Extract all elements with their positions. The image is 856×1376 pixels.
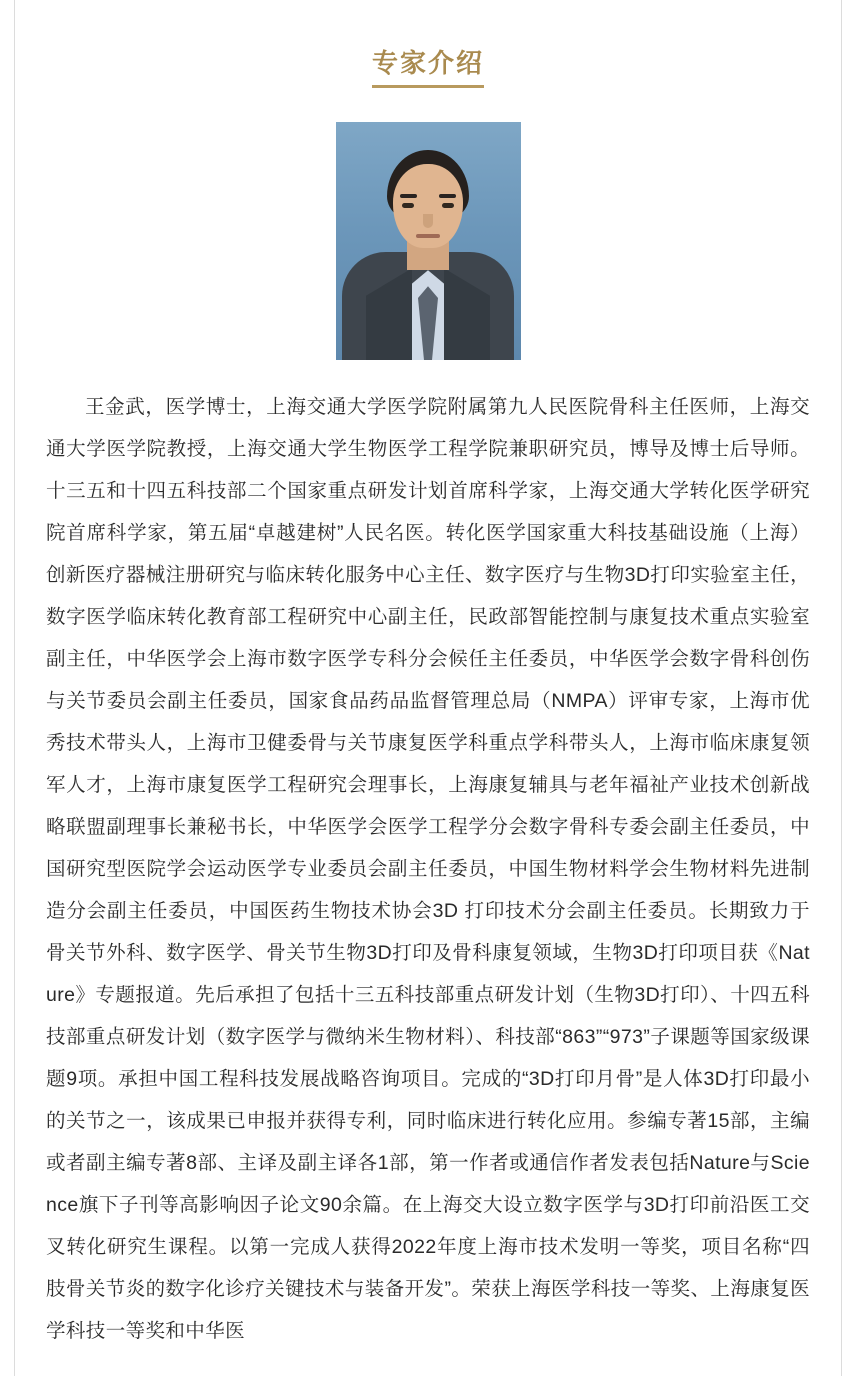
portrait-mouth <box>416 234 440 238</box>
page-title: 专家介绍 <box>372 48 484 88</box>
expert-biography-text: 王金武，医学博士，上海交通大学医学院附属第九人民医院骨科主任医师，上海交通大学医学院教授，上海交通大学生物医学工程学院兼职研究员，博导及博士后导师。十三五和十四五科技部二个国家重点研发计划首席科学家，上海交通大学转化医学研究院首席科学家，第五届“卓越建树”人民名医。转化医学国家重大科技基础设施（上海）创新医疗器械注册研究与临床转化服务中心主任、数字医疗与生物3D打印实验室主任，数字医学临床转化教育部工程研究中心副主任，民政部智能控制与康复技术重点实验室副主任，中华医学会上海市数字医学专科分会候任主任委员，中华医学会数字骨科创伤与关节委员会副主任委员，国家食品药品监督管理总局（NMPA）评审专家，上海市优秀技术带头人，上海市卫健委骨与关节康复医学科重点学科带头人，上海市临床康复领军人才，上海市康复医学工程研究会理事长，上海康复辅具与老年福祉产业技术创新战略联盟副理事长兼秘书长，中华医学会医学工程学分会数字骨科专委会副主任委员，中国研究型医院学会运动医学专业委员会副主任委员，中国生物材料学会生物材料先进制造分会副主任委员，中国医药生物技术协会3D 打印技术分会副主任委员。长期致力于骨关节外科、数字医学、骨关节生物3D打印及骨科康复领域，生物3D打印项目获《Nature》专题报道。先后承担了包括十三五科技部重点研发计划（生物3D打印）、十四五科技部重点研发计划（数字医学与微纳米生物材料）、科技部“863”“973”子课题等国家级课题9项。承担中国工程科技发展战略咨询项目。完成的“3D打印月骨”是人体3D打印最小的关节之一，该成果已申报并获得专利，同时临床进行转化应用。参编专著15部，主编或者副主编专著8部、主译及副主译各1部，第一作者或通信作者发表包括Nature与Science旗下子刊等高影响因子论文90余篇。在上海交大设立数字医学与3D打印前沿医工交叉转化研究生课程。以第一完成人获得2022年度上海市技术发明一等奖，项目名称“四肢骨关节炎的数字化诊疗关键技术与装备开发”。荣获上海医学科技一等奖、上海康复医学科技一等奖和中华医 <box>46 396 810 1343</box>
portrait-eyebrow-left <box>400 194 417 198</box>
portrait-eye-left <box>402 203 414 208</box>
expert-portrait-photo <box>336 122 521 360</box>
page-title-container <box>46 0 810 98</box>
portrait-eyebrow-right <box>439 194 456 198</box>
portrait-nose <box>423 214 433 228</box>
portrait-container <box>46 122 810 360</box>
portrait-eye-right <box>442 203 454 208</box>
